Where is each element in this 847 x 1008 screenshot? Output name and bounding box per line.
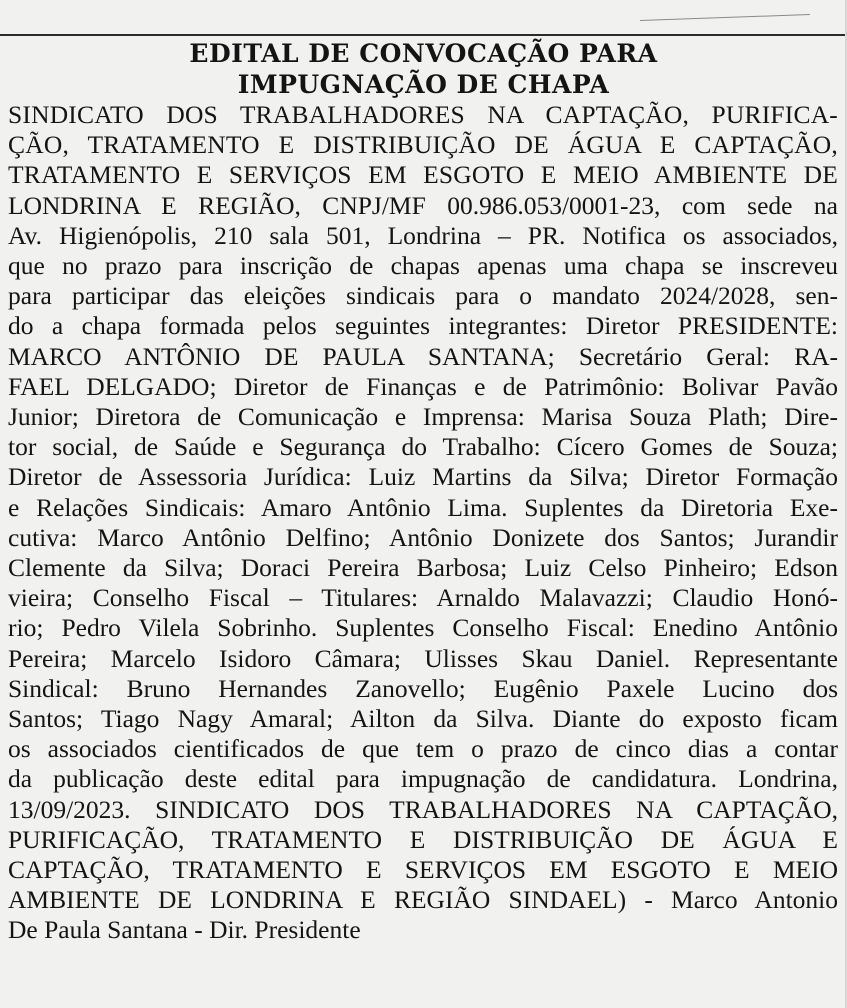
notice-body-line: e Relações Sindicais: Amaro Antônio Lima. Suplentes da Diretoria Exe-: [8, 492, 838, 522]
notice-body-line: Santos; Tiago Nagy Amaral; Ailton da Silva. Diante do exposto ficam: [8, 704, 838, 734]
notice-body-line: MARCO ANTÔNIO DE PAULA SANTANA; Secretário Geral: RA-: [8, 341, 838, 371]
notice-body-line: rio; Pedro Vilela Sobrinho. Suplentes Conselho Fiscal: Enedino Antônio: [8, 613, 838, 643]
notice-body-line: Sindical: Bruno Hernandes Zanovello; Eugênio Paxele Lucino dos: [8, 673, 838, 703]
notice-body-line: Clemente da Silva; Doraci Pereira Barbosa; Luiz Celso Pinheiro; Edson: [8, 553, 838, 583]
notice-title: [0, 38, 847, 100]
notice-body-line: tor social, de Saúde e Segurança do Trabalho: Cícero Gomes de Souza;: [8, 432, 838, 462]
notice-body-line: TRATAMENTO E SERVIÇOS EM ESGOTO E MEIO AMBIENTE DE: [8, 160, 838, 190]
notice-body-line: PURIFICAÇÃO, TRATAMENTO E DISTRIBUIÇÃO DE ÁGUA E: [8, 824, 838, 854]
notice-body-line: os associados cientificados de que tem o prazo de cinco dias a contar: [8, 734, 838, 764]
notice-body-line: que no prazo para inscrição de chapas apenas uma chapa se inscreveu: [8, 251, 838, 281]
top-divider-rule: [0, 34, 847, 36]
notice-body-line: Diretor de Assessoria Jurídica: Luiz Martins da Silva; Diretor Formação: [8, 462, 838, 492]
notice-body-line: LONDRINA E REGIÃO, CNPJ/MF 00.986.053/0001-23, com sede na: [8, 190, 838, 220]
notice-title-line: IMPUGNAÇÃO DE CHAPA: [237, 70, 610, 99]
notice-title-line: EDITAL DE CONVOCAÇÃO PARA: [189, 39, 658, 68]
notice-body-line: Av. Higienópolis, 210 sala 501, Londrina – PR. Notifica os associados,: [8, 220, 838, 250]
print-scratch-mark: [640, 14, 810, 21]
notice-body-line: De Paula Santana - Dir. Presidente: [8, 915, 361, 945]
notice-body-line: do a chapa formada pelos seguintes integrantes: Diretor PRESIDENTE:: [8, 311, 838, 341]
notice-body-line: Pereira; Marcelo Isidoro Câmara; Ulisses Skau Daniel. Representante: [8, 643, 838, 673]
notice-body-line: SINDICATO DOS TRABALHADORES NA CAPTAÇÃO, PURIFICA-: [8, 100, 838, 129]
notice-body-line: da publicação deste edital para impugnação de candidatura. Londrina,: [8, 764, 838, 794]
notice-body-line: 13/09/2023. SINDICATO DOS TRABALHADORES NA CAPTAÇÃO,: [8, 794, 838, 824]
notice-body: [8, 100, 838, 946]
notice-body-line: Junior; Diretora de Comunicação e Imprensa: Marisa Souza Plath; Dire-: [8, 402, 838, 432]
notice-body-line: FAEL DELGADO; Diretor de Finanças e de Patrimônio: Bolivar Pavão: [8, 371, 838, 401]
notice-body-line: AMBIENTE DE LONDRINA E REGIÃO SINDAEL) - Marco Antonio: [8, 885, 838, 915]
notice-body-line: CAPTAÇÃO, TRATAMENTO E SERVIÇOS EM ESGOTO E MEIO: [8, 855, 838, 885]
notice-body-line: vieira; Conselho Fiscal – Titulares: Arnaldo Malavazzi; Claudio Honó-: [8, 583, 838, 613]
notice-body-line: ÇÃO, TRATAMENTO E DISTRIBUIÇÃO DE ÁGUA E CAPTAÇÃO,: [8, 130, 838, 160]
notice-body-line: cutiva: Marco Antônio Delfino; Antônio Donizete dos Santos; Jurandir: [8, 522, 838, 552]
notice-body-line: para participar das eleições sindicais para o mandato 2024/2028, sen-: [8, 281, 838, 311]
